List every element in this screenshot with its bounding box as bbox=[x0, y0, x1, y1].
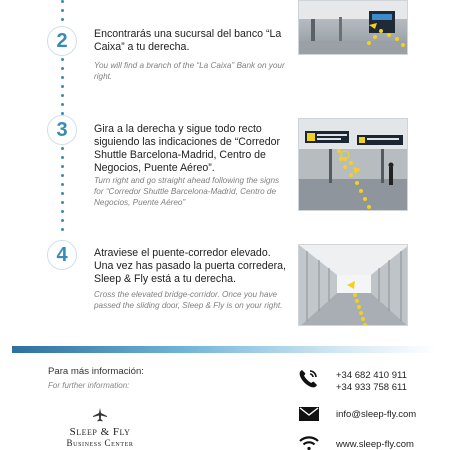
dotted-connector-top bbox=[61, 0, 64, 27]
email-link[interactable]: info@sleep-fly.com bbox=[336, 409, 417, 420]
email-icon bbox=[299, 407, 319, 426]
section-divider bbox=[12, 346, 438, 353]
dotted-connector-3-4 bbox=[61, 147, 64, 237]
airport-terminal-photo bbox=[298, 0, 408, 55]
step-text-es: Gira a la derecha y sigue todo recto siguiendo las indicaciones de “Corredor Shuttle Barcelona-Madrid, Centro de Negocios, Puente Aéreo”. bbox=[94, 123, 281, 174]
step-text-es: Encontrarás una sucursal del banco “La Caixa” a tu derecha. bbox=[94, 28, 282, 53]
logo-name: Sleep & Fly bbox=[69, 426, 131, 438]
info-label-es: Para más información: bbox=[48, 366, 144, 377]
phone-icon bbox=[297, 368, 319, 395]
info-label-en: For further information: bbox=[48, 381, 130, 390]
logo-sub: Business Center bbox=[66, 438, 134, 448]
wifi-icon bbox=[298, 436, 320, 450]
website-link[interactable]: www.sleep-fly.com bbox=[336, 439, 414, 450]
airport-signage-photo bbox=[298, 118, 408, 211]
step-text-en: Turn right and go straight ahead following the signs for “Corredor Shuttle Barcelona-Madrid, Centro de Negocios, Puente Aéreo” bbox=[94, 176, 280, 207]
step-text-es: Atraviese el puente-corredor elevado. Una vez has pasado la puerta corredera, Sleep & Fly está a tu derecha. bbox=[94, 247, 286, 285]
phone-number-2[interactable]: +34 933 758 611 bbox=[336, 382, 407, 393]
bridge-corridor-photo bbox=[298, 244, 408, 326]
phone-number-1[interactable]: +34 682 410 911 bbox=[336, 370, 407, 381]
sleep-fly-logo bbox=[50, 408, 150, 448]
step-number: 4 bbox=[47, 240, 77, 270]
airplane-icon bbox=[50, 408, 150, 422]
step-text-en: You will find a branch of the “La Caixa” Bank on your right. bbox=[94, 61, 285, 81]
step-number: 3 bbox=[47, 115, 77, 145]
step-number: 2 bbox=[47, 26, 77, 56]
step-text-en: Cross the elevated bridge-corridor. Once you have passed the sliding door, Sleep & Fly is on your right. bbox=[94, 290, 283, 310]
